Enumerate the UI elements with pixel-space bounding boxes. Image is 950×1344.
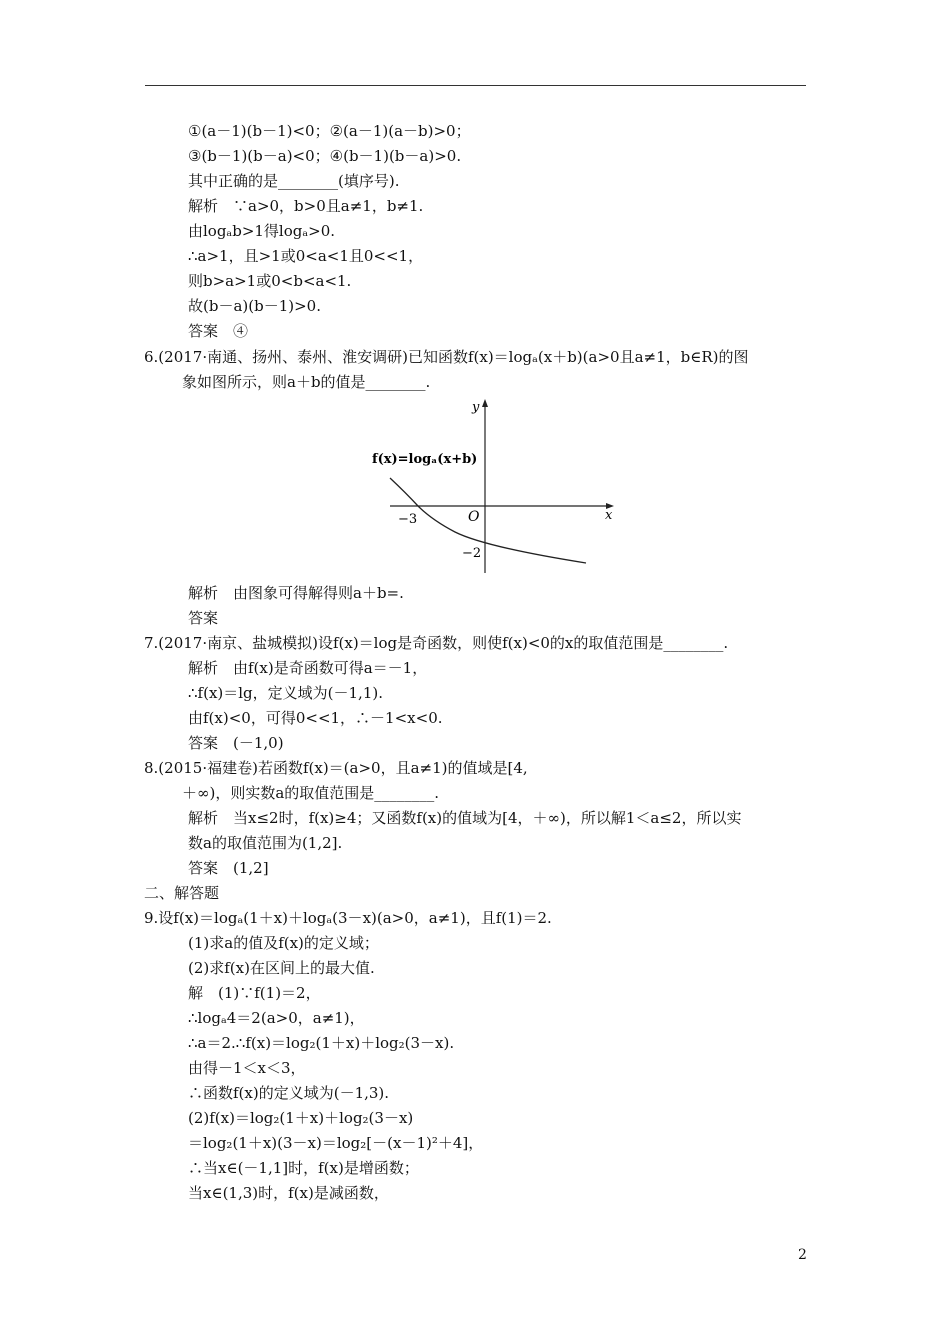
page-number: 2 [798, 1247, 807, 1263]
text-line: 由f(x)<0，可得0<<1，∴－1<x<0. [188, 709, 443, 727]
function-curve [390, 478, 586, 563]
text-line: ∴a＝2.∴f(x)＝log₂(1＋x)＋log₂(3－x). [188, 1034, 455, 1052]
text-line: (2)f(x)＝log₂(1＋x)＋log₂(3－x) [188, 1109, 414, 1127]
text-line: 当x∈(1,3)时，f(x)是减函数， [188, 1184, 389, 1202]
x-axis-label: x [605, 508, 613, 523]
header-rule [145, 85, 806, 86]
y-axis-arrow [482, 399, 488, 407]
y-intercept-label: −2 [462, 546, 482, 561]
function-label: f(x)=logₐ(x+b) [372, 452, 478, 467]
text-line: (1)求a的值及f(x)的定义域； [188, 934, 379, 952]
text-line: ∴f(x)＝lg，定义域为(－1,1). [188, 684, 383, 702]
text-line: (2)求f(x)在区间上的最大值. [188, 959, 375, 977]
text-line: 数a的取值范围为(1,2]. [188, 834, 343, 852]
text-line: ∴当x∈(－1,1]时，f(x)是增函数； [188, 1159, 419, 1177]
text-line: ③(b－1)(b－a)<0；④(b－1)(b－a)>0. [188, 147, 462, 165]
text-line: ∴logₐ4＝2(a>0，a≠1)， [188, 1009, 365, 1027]
question-7: 7.(2017·南京、盐城模拟)设f(x)＝log是奇函数，则使f(x)<0的x的取值范围是________. [144, 634, 729, 652]
text-line: 解析 由f(x)是奇函数可得a＝－1， [188, 659, 428, 677]
text-line: 解 (1)∵f(1)＝2， [188, 984, 321, 1002]
y-axis-label: y [472, 400, 480, 415]
log-function-graph [360, 395, 630, 580]
question-6: 6.(2017·南通、扬州、泰州、淮安调研)已知函数f(x)＝logₐ(x＋b)(a>0且a≠1，b∈R)的图 [144, 348, 749, 366]
text-line: 象如图所示，则a＋b的值是________. [182, 373, 431, 391]
text-line: ①(a－1)(b－1)<0；②(a－1)(a－b)>0； [188, 122, 471, 140]
text-line: 由logₐb>1得logₐ>0. [188, 222, 336, 240]
text-line: 解析 ∵a>0，b>0且a≠1，b≠1. [188, 197, 424, 215]
text-line: ∴a>1，且>1或0<a<1且0<<1， [188, 247, 424, 265]
origin-label: O [468, 509, 480, 525]
text-line: ＋∞)，则实数a的取值范围是________. [182, 784, 440, 802]
text-line: 答案 (－1,0) [188, 734, 284, 752]
question-8: 8.(2015·福建卷)若函数f(x)＝(a>0，且a≠1)的值域是[4, [144, 759, 528, 777]
text-line: 由得－1＜x＜3， [188, 1059, 306, 1077]
text-line: 答案 (1,2] [188, 859, 269, 877]
text-line: 则b>a>1或0<b<a<1. [188, 272, 352, 290]
text-line: 其中正确的是________(填序号). [188, 172, 400, 190]
text-line: 解析 当x≤2时，f(x)≥4；又函数f(x)的值域为[4，＋∞)，所以解1＜a≤2，所以实 [188, 809, 742, 827]
text-line: 答案 [188, 609, 219, 627]
section-heading: 二、解答题 [144, 884, 220, 902]
x-intercept-label: −3 [398, 512, 418, 527]
text-line: 故(b－a)(b－1)>0. [188, 297, 321, 315]
text-line: ＝log₂(1＋x)(3－x)＝log₂[－(x－1)²＋4]， [188, 1134, 484, 1152]
text-line: ∴函数f(x)的定义域为(－1,3). [188, 1084, 390, 1102]
text-line: 答案 ④ [188, 322, 249, 340]
question-9: 9.设f(x)＝logₐ(1＋x)＋logₐ(3－x)(a>0，a≠1)，且f(1)＝2. [144, 909, 552, 927]
text-line: 解析 由图象可得解得则a＋b=. [188, 584, 404, 602]
